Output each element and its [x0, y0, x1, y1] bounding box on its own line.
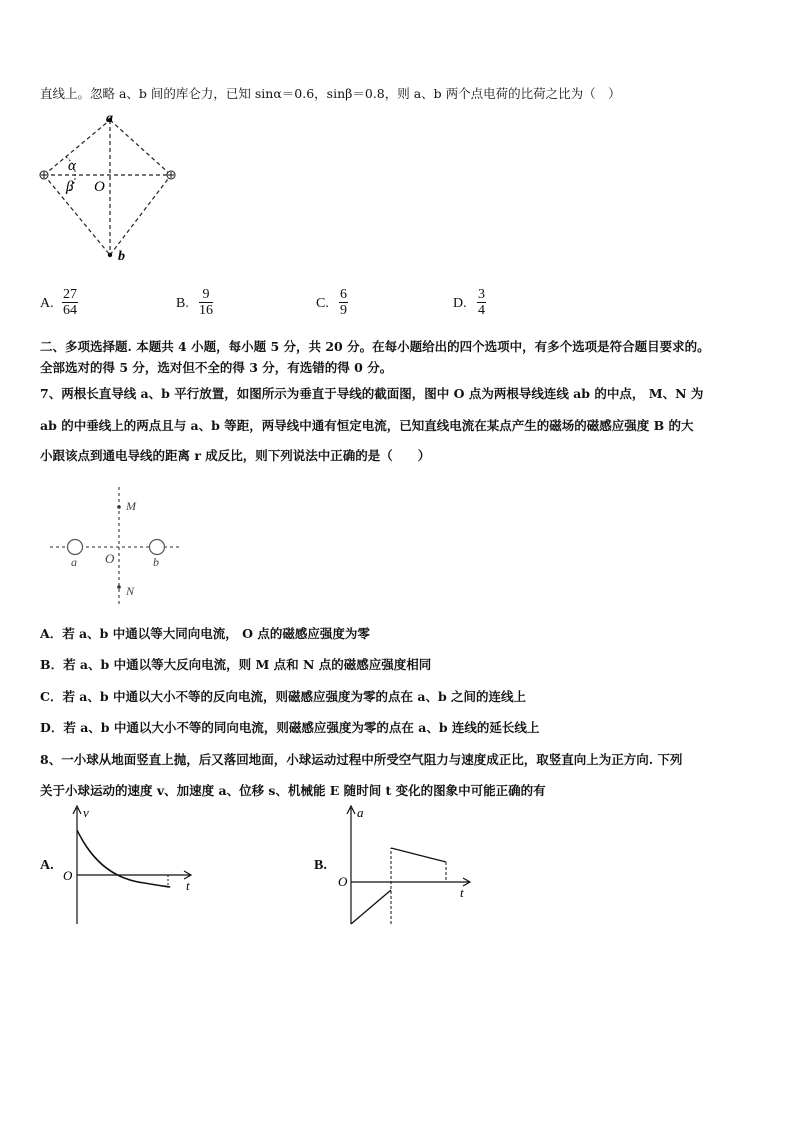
label-o: O [94, 179, 105, 195]
point-m [117, 505, 121, 509]
wire-b-circle [150, 540, 165, 555]
q7-line2: ab 的中垂线上的两点且与 a、b 等距，两导线中通有恒定电流，已知直线电流在某点产生的磁场的磁感应强度 B 的大 [40, 418, 694, 433]
label-wire-b: b [153, 555, 159, 569]
q6-option-d-letter: D. [453, 296, 467, 311]
q6-option-b-fraction: $\frac{9}{16}$ [199, 287, 213, 318]
origin-o: O [63, 868, 73, 883]
section2-line2: 全部选对的得 5 分，选对但不全的得 3 分，有选错的得 0 分。 [40, 360, 393, 375]
q6-option-d-fraction: $\frac{3}{4}$ [478, 287, 485, 318]
q6-option-a-fraction: $\frac{27}{64}$ [63, 287, 77, 318]
y-label-v: v [83, 805, 89, 820]
origin-o: O [338, 874, 348, 889]
q6-option-b-letter: B. [176, 296, 189, 311]
q8-graph-a [60, 802, 210, 930]
q6-option-a-letter: A. [40, 296, 54, 311]
label-wire-a: a [71, 555, 77, 569]
x-label-t: t [460, 885, 464, 900]
q8-option-a-label: A. [40, 858, 54, 873]
q6-stem: 直线上。忽略 a、b 间的库仑力，已知 sinα＝0.6，sinβ＝0.8，则 a、b 两个点电荷的比荷之比为（ ） [40, 86, 621, 101]
label-n: N [126, 584, 135, 598]
accel-segment-up [351, 890, 391, 924]
q7-option-c: C．若 a、b 中通以大小不等的反向电流，则磁感应强度为零的点在 a、b 之间的连线上 [40, 689, 527, 704]
q6-diagram [36, 108, 186, 268]
label-m: M [126, 499, 136, 513]
label-beta: β [66, 179, 74, 195]
section2-line1: 二、多项选择题. 本题共 4 小题，每小题 5 分，共 20 分。在每小题给出的四个选项中，有多个选项是符合题目要求的。 [40, 339, 710, 354]
q7-diagram [48, 482, 188, 607]
q6-option-c-fraction: $\frac{6}{9}$ [340, 287, 347, 318]
x-label-t: t [186, 878, 190, 893]
q6-option-c-letter: C. [316, 296, 329, 311]
wire-a-circle [68, 540, 83, 555]
accel-segment-down [391, 848, 446, 862]
q7-line3: 小跟该点到通电导线的距离 r 成反比，则下列说法中正确的是（ ） [40, 448, 431, 463]
q8-option-b-label: B. [314, 858, 327, 873]
label-o: O [105, 551, 115, 566]
y-label-a: a [357, 805, 364, 820]
q8-line1: 8、一小球从地面竖直上抛，后又落回地面，小球运动过程中所受空气阻力与速度成正比，取竖直向上为正方向. 下列 [40, 752, 683, 767]
label-b: b [118, 249, 125, 264]
label-alpha: α [68, 158, 76, 174]
velocity-curve [77, 830, 170, 887]
q8-graph-b [336, 802, 476, 930]
point-n [117, 585, 121, 589]
q7-option-d: D．若 a、b 中通以大小不等的同向电流，则磁感应强度为零的点在 a、b 连线的延长线上 [40, 720, 540, 735]
q8-line2: 关于小球运动的速度 v、加速度 a、位移 s、机械能 E 随时间 t 变化的图象中可能正确的有 [40, 783, 546, 798]
q7-line1: 7、两根长直导线 a、b 平行放置，如图所示为垂直于导线的截面图，图中 O 点为两根导线连线 ab 的中点， M、N 为 [40, 386, 704, 401]
q7-option-a: A．若 a、b 中通以等大同向电流， O 点的磁感应强度为零 [40, 626, 370, 641]
q7-option-b: B．若 a、b 中通以等大反向电流，则 M 点和 N 点的磁感应强度相同 [40, 657, 432, 672]
label-a: a [106, 111, 113, 126]
charge-b-point [108, 253, 112, 257]
